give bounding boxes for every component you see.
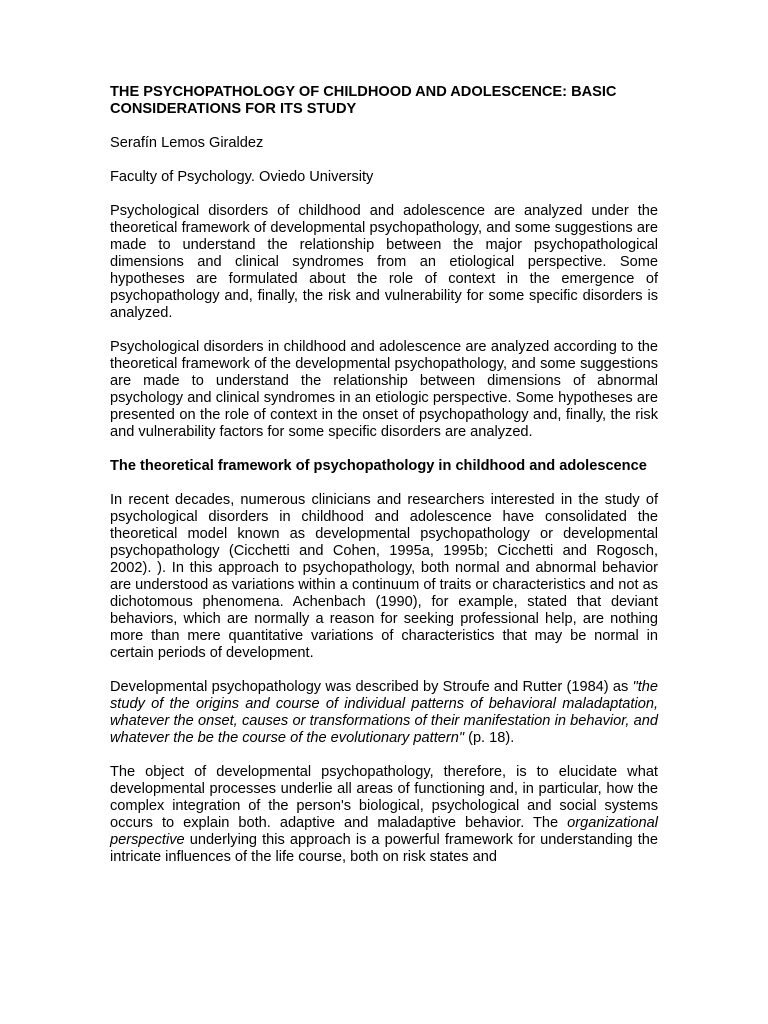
paragraph-2-lead: Developmental psychopathology was described by Stroufe and Rutter (1984) as [110, 679, 633, 695]
document-title: THE PSYCHOPATHOLOGY OF CHILDHOOD AND ADOLESCENCE: BASIC CONSIDERATIONS FOR ITS STUDY [110, 84, 617, 117]
paragraph-2-quote: "the study of the origins and course of individual patterns of behavioral maladaptation, whatever the onset, causes or transformations of their manifestation in behavior, and whatever the be the course of the evolutionary pattern" [110, 679, 658, 746]
author-affiliation: Faculty of Psychology. Oviedo University [110, 169, 374, 185]
abstract-paragraph-1: Psychological disorders of childhood and adolescence are analyzed under the theoretical framework of developmental psychopathology, and some suggestions are made to understand the relationship between the major psychopathological dimensions and clinical syndromes from an etiological perspective. Some hypotheses are formulated about the role of context in the emergence of psychopathology and, finally, the risk and vulnerability for some specific disorders is analyzed. [110, 203, 658, 321]
document-page [110, 84, 658, 883]
paragraph-3-tail: underlying this approach is a powerful framework for understanding the intricate influences of the life course, both on risk states and [110, 832, 658, 865]
body-paragraph-3 [110, 764, 658, 866]
body-paragraph-2 [110, 679, 658, 747]
paragraph-3-term: organizational perspective [110, 815, 658, 848]
paragraph-2-tail: (p. 18). [464, 730, 515, 746]
body-paragraph-1: In recent decades, numerous clinicians and researchers interested in the study of psychological disorders in childhood and adolescence have consolidated the theoretical model known as developmental psychopathology or developmental psychopathology (Cicchetti and Cohen, 1995a, 1995b; Cicchetti and Rogosch, 2002). ). In this approach to psychopathology, both normal and abnormal behavior are understood as variations within a continuum of traits or characteristics and not as dichotomous phenomena. Achenbach (1990), for example, stated that deviant behaviors, which are normally a reason for seeking professional help, are nothing more than mere quantitative variations of characteristics that may be normal in certain periods of development. [110, 492, 658, 661]
section-heading: The theoretical framework of psychopathology in childhood and adolescence [110, 458, 647, 474]
abstract-paragraph-2: Psychological disorders in childhood and adolescence are analyzed according to the theoretical framework of the developmental psychopathology, and some suggestions are made to understand the relationship between dimensions of abnormal psychology and clinical syndromes in an etiologic perspective. Some hypotheses are presented on the role of context in the onset of psychopathology and, finally, the risk and vulnerability factors for some specific disorders are analyzed. [110, 339, 658, 440]
author-name: Serafín Lemos Giraldez [110, 135, 264, 151]
paragraph-3-lead: The object of developmental psychopathology, therefore, is to elucidate what developmental processes underlie all areas of functioning and, in particular, how the complex integration of the person's biological, psychological and social systems occurs to explain both. adaptive and maladaptive behavior. The [110, 764, 658, 831]
